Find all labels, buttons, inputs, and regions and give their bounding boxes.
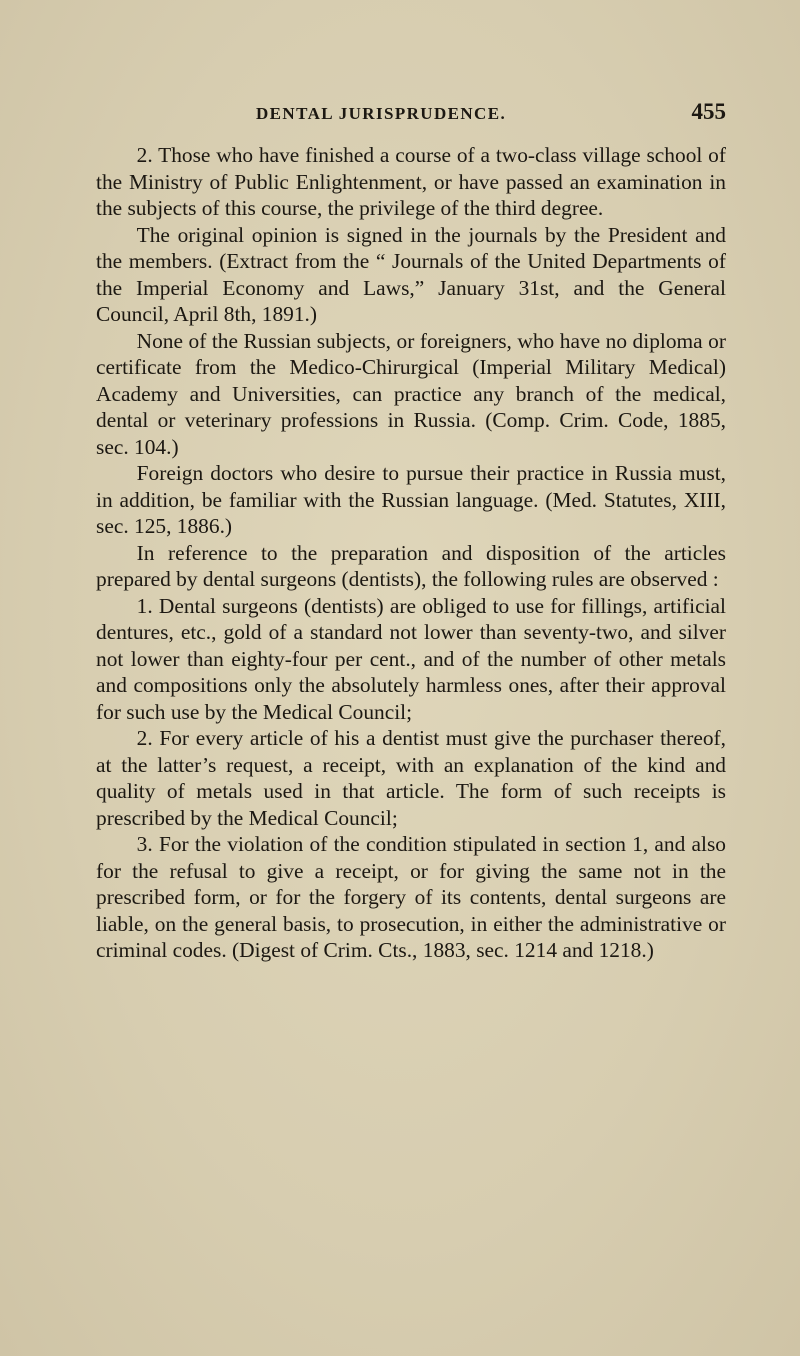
paragraph-village-school: 2. Those who have finished a course of a two-class village school of the Ministry of Public Enlightenment, or have passed an examination in the subjects of this course, the privilege of the third degree. xyxy=(96,143,726,220)
paragraph-rules-intro: In reference to the preparation and disposition of the articles prepared by dental surgeons (dentists), the following rules are observed : xyxy=(96,540,726,591)
page-number: 455 xyxy=(691,99,726,124)
paragraph-original-opinion: The original opinion is signed in the journals by the President and the members. (Extract from the “ Journals of the United Departments of the Imperial Economy and Laws,” January 31st, and the General Council, April 8th, 1891.) xyxy=(96,222,726,326)
paragraph-foreign-doctors: Foreign doctors who desire to pursue their practice in Russia must, in addition, be familiar with the Russian language. (Med. Statutes, XIII, sec. 125, 1886.) xyxy=(96,461,726,538)
running-title: DENTAL JURISPRUDENCE. xyxy=(256,104,507,123)
paragraph-rule-2: 2. For every article of his a dentist must give the purchaser thereof, at the latter’s request, a receipt, with an explanation of the kind and quality of metals used in that article. The form of such receipts is prescribed by the Medical Council; xyxy=(96,726,726,830)
paragraph-diploma-requirement: None of the Russian subjects, or foreigners, who have no diploma or certificate from the Medico-Chirurgical (Imperial Military Medical) Academy and Universities, can practice any branch of the medical, dental or veterinary professions in Russia. (Comp. Crim. Code, 1885, sec. 104.) xyxy=(96,328,726,459)
paragraph-rule-3: 3. For the violation of the condition stipulated in section 1, and also for the refusal to give a receipt, or for giving the same not in the prescribed form, or for the forgery of its contents, dental surgeons are liable, on the general basis, to prosecution, in either the administrative or criminal codes. (Digest of Crim. Cts., 1883, sec. 1214 and 1218.) xyxy=(96,832,726,962)
paragraph-rule-1: 1. Dental surgeons (dentists) are obliged to use for fillings, artificial dentures, etc., gold of a standard not lower than seventy-two, and silver not lower than eighty-four per cent., and of the number of other metals and compositions only the absolutely harmless ones, after their approval for such use by the Medical Council; xyxy=(96,593,726,724)
running-head xyxy=(96,99,726,130)
body-text xyxy=(96,142,726,964)
